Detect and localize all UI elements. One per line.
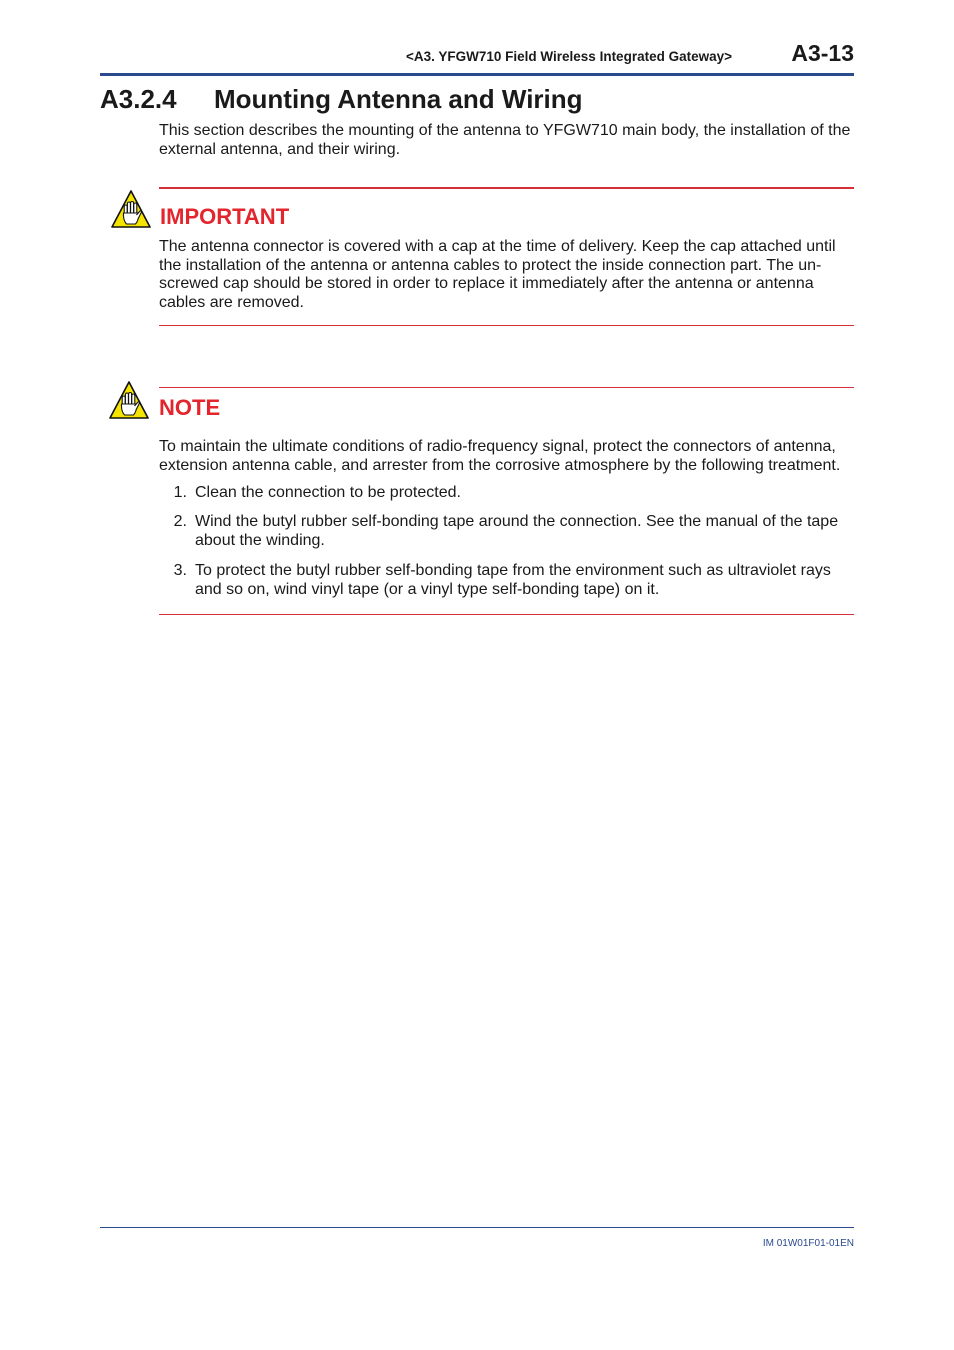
list-item xyxy=(159,513,854,553)
note-intro-line: extension antenna cable, and arrester from the corrosive atmosphere by the following treatment. xyxy=(159,456,841,474)
footer-rule xyxy=(100,1227,854,1228)
list-item-line: Wind the butyl rubber self-bonding tape around the connection. See the manual of the tape xyxy=(195,513,839,530)
page-number: A3-13 xyxy=(791,40,854,66)
important-top-rule xyxy=(159,187,854,189)
list-item-text xyxy=(195,484,854,503)
section-intro: This section describes the mounting of the antenna to YFGW710 main body, the installation of the external antenna, and their wiring. xyxy=(159,122,851,158)
note-heading: NOTE xyxy=(159,395,221,420)
header-rule xyxy=(100,73,854,76)
list-item-text xyxy=(195,562,854,599)
hand-warning-icon xyxy=(110,189,152,229)
list-item-number: 3. xyxy=(173,562,187,579)
note-intro-line: To maintain the ultimate conditions of radio-frequency signal, protect the connectors of antenna, xyxy=(159,438,836,455)
section-title xyxy=(100,84,583,115)
running-header xyxy=(100,40,854,70)
list-item xyxy=(159,562,854,602)
list-item-number: 1. xyxy=(173,484,187,501)
note-top-rule xyxy=(159,387,854,388)
important-line: The antenna connector is covered with a cap at the time of delivery. Keep the cap attached until xyxy=(159,238,836,255)
important-line: screwed cap should be stored in order to replace it immediately after the antenna or antenna xyxy=(159,275,814,292)
list-item-line: and so on, wind vinyl tape (or a vinyl type self-bonding tape) on it. xyxy=(195,580,660,598)
list-item-line: To protect the butyl rubber self-bonding tape from the environment such as ultraviolet rays xyxy=(195,562,831,579)
section-heading: Mounting Antenna and Wiring xyxy=(214,84,583,114)
important-line: cables are removed. xyxy=(159,293,304,311)
note-bottom-rule xyxy=(159,614,854,615)
document-code: IM 01W01F01-01EN xyxy=(762,1238,854,1249)
important-line: the installation of the antenna or antenna cables to protect the inside connection part. The un- xyxy=(159,256,822,274)
chapter-header-title: <A3. YFGW710 Field Wireless Integrated Gateway> xyxy=(405,49,732,64)
list-item-line: about the winding. xyxy=(195,531,325,549)
important-bottom-rule xyxy=(159,325,854,326)
list-item-number: 2. xyxy=(173,513,187,530)
hand-warning-icon xyxy=(108,380,150,420)
important-heading: IMPORTANT xyxy=(160,204,290,229)
section-number: A3.2.4 xyxy=(100,84,177,114)
note-intro xyxy=(159,438,854,475)
list-item-line: Clean the connection to be protected. xyxy=(195,484,461,501)
list-item-text xyxy=(195,513,854,550)
list-item xyxy=(159,484,854,504)
important-body xyxy=(159,238,854,312)
